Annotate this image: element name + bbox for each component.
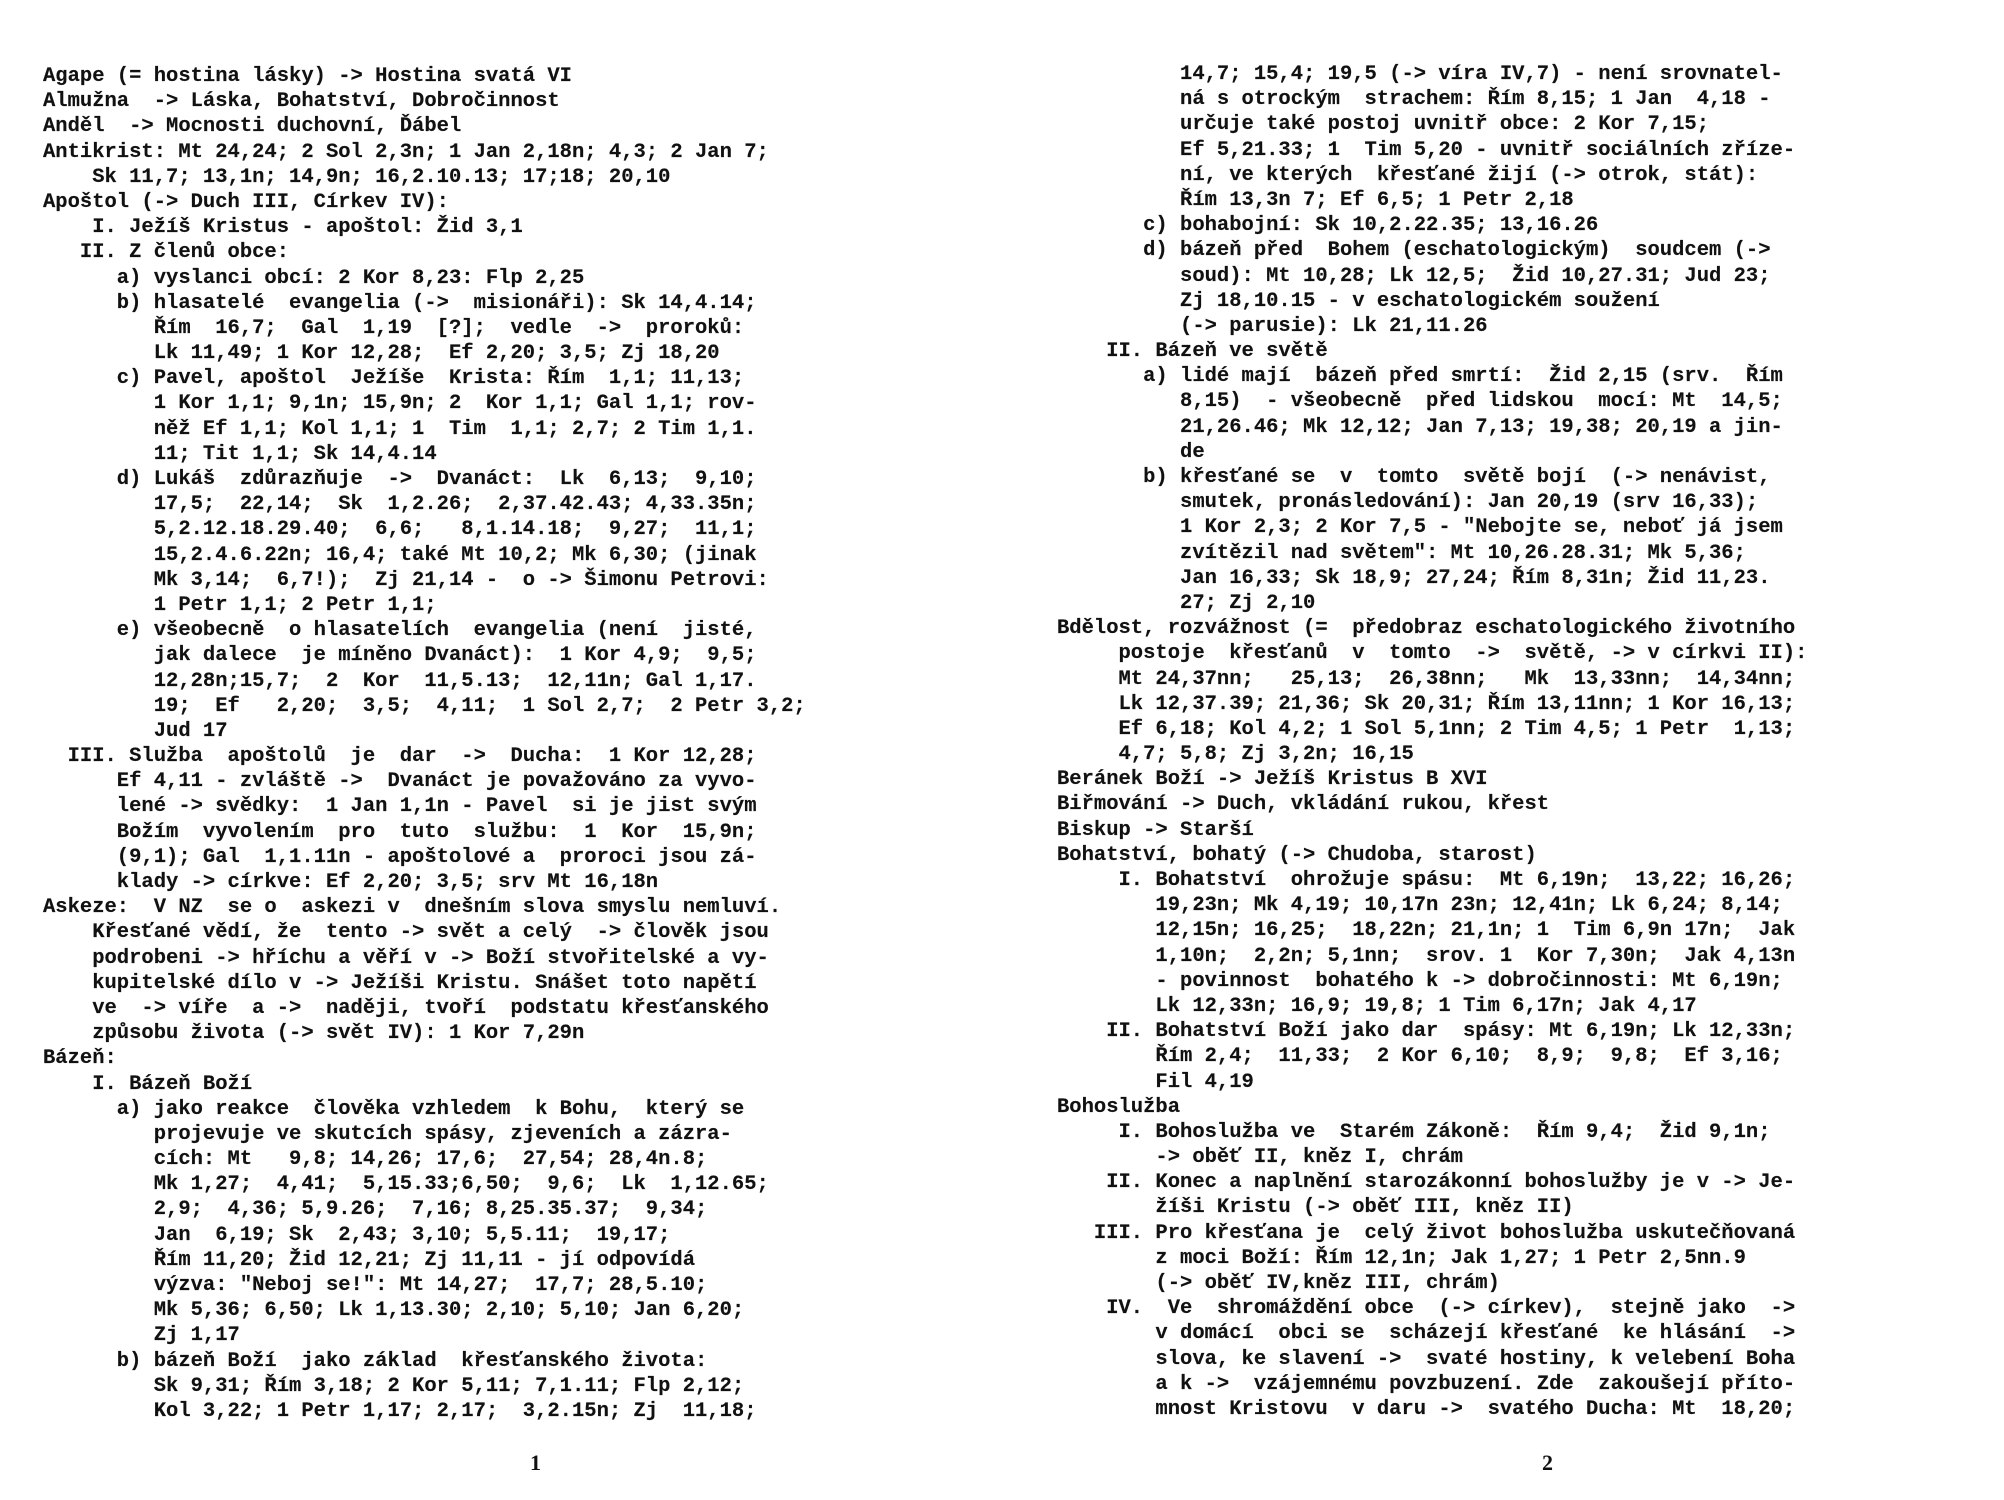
text-line: Beránek Boží -> Ježíš Kristus B XVI xyxy=(1057,768,1488,792)
text-line: Sk 9,31; Řím 3,18; 2 Kor 5,11; 7,1.11; Flp 2,12; xyxy=(43,1374,745,1398)
text-line: 15,2.4.6.22n; 16,4; také Mt 10,2; Mk 6,30; (jinak xyxy=(43,543,757,567)
text-line: ve -> víře a -> naději, tvoří podstatu křesťanského xyxy=(43,996,769,1020)
text-line: z moci Boží: Řím 12,1n; Jak 1,27; 1 Petr 2,5nn.9 xyxy=(1057,1246,1746,1270)
text-line: c) bohabojní: Sk 10,2.22.35; 13,16.26 xyxy=(1057,214,1599,238)
text-line: b) bázeň Boží jako základ křesťanského života: xyxy=(43,1349,708,1373)
text-line: Biřmování -> Duch, vkládání rukou, křest xyxy=(1057,793,1550,817)
text-line: Lk 12,37.39; 21,36; Sk 20,31; Řím 13,11nn; 1 Kor 16,13; xyxy=(1057,692,1796,716)
text-line: Ef 4,11 - zvláště -> Dvanáct je považováno za vyvo- xyxy=(43,770,757,794)
text-line: 21,26.46; Mk 12,12; Jan 7,13; 19,38; 20,19 a jin- xyxy=(1057,415,1783,439)
text-line: 11; Tit 1,1; Sk 14,4.14 xyxy=(43,442,437,466)
text-line: 19,23n; Mk 4,19; 10,17n 23n; 12,41n; Lk 6,24; 8,14; xyxy=(1057,894,1783,918)
text-line: Mk 3,14; 6,7!); Zj 21,14 - o -> Šimonu Petrovi: xyxy=(43,568,769,592)
text-line: de xyxy=(1057,440,1205,464)
text-line: I. Bohoslužba ve Starém Zákoně: Řím 9,4; Žid 9,1n; xyxy=(1057,1120,1771,1144)
text-line: Řím 2,4; 11,33; 2 Kor 6,10; 8,9; 9,8; Ef 3,16; xyxy=(1057,1045,1783,1069)
text-line: podrobeni -> hříchu a věří v -> Boží stvořitelské a vy- xyxy=(43,946,769,970)
text-column-right xyxy=(1057,62,1807,1422)
text-line: klady -> církve: Ef 2,20; 3,5; srv Mt 16,18n xyxy=(43,871,659,894)
text-line: Zj 1,17 xyxy=(43,1324,240,1348)
text-line: I. Bázeň Boží xyxy=(43,1072,253,1096)
text-line: - povinnost bohatého k -> dobročinnosti: Mt 6,19n; xyxy=(1057,969,1783,993)
text-line: II. Konec a naplnění starozákonní bohoslužby je v -> Je- xyxy=(1057,1171,1796,1195)
text-line: zvítězil nad světem": Mt 10,26.28.31; Mk 5,36; xyxy=(1057,541,1746,565)
text-line: Ef 6,18; Kol 4,2; 1 Sol 5,1nn; 2 Tim 4,5; 1 Petr 1,13; xyxy=(1057,717,1796,741)
text-line: III. Pro křesťana je celý život bohoslužba uskutečňovaná xyxy=(1057,1221,1796,1245)
text-line: kupitelské dílo v -> Ježíši Kristu. Snášet toto napětí xyxy=(43,971,757,995)
text-line: Kol 3,22; 1 Petr 1,17; 2,17; 3,2.15n; Zj 11,18; xyxy=(43,1399,757,1423)
text-line: slova, ke slavení -> svaté hostiny, k velebení Boha xyxy=(1057,1347,1796,1371)
text-line: IV. Ve shromáždění obce (-> církev), stejně jako -> xyxy=(1057,1297,1796,1321)
text-line: Lk 11,49; 1 Kor 12,28; Ef 2,20; 3,5; Zj 18,20 xyxy=(43,342,720,366)
text-line: Jan 16,33; Sk 18,9; 27,24; Řím 8,31n; Žid 11,23. xyxy=(1057,566,1771,590)
text-line: Bohatství, bohatý (-> Chudoba, starost) xyxy=(1057,843,1537,867)
text-line: Jan 6,19; Sk 2,43; 3,10; 5,5.11; 19,17; xyxy=(43,1223,671,1247)
text-line: 27; Zj 2,10 xyxy=(1057,591,1316,615)
text-line: 12,15n; 16,25; 18,22n; 21,1n; 1 Tim 6,9n 17n; Jak xyxy=(1057,919,1796,943)
text-line: 14,7; 15,4; 19,5 (-> víra IV,7) - není srovnatel- xyxy=(1057,63,1783,86)
text-line: Askeze: V NZ se o askezi v dnešním slova smyslu nemluví. xyxy=(43,896,782,920)
text-line: Bázeň: xyxy=(43,1047,117,1071)
text-line: 17,5; 22,14; Sk 1,2.26; 2,37.42.43; 4,33.35n; xyxy=(43,493,757,517)
text-line: 8,15) - všeobecně před lidskou mocí: Mt 14,5; xyxy=(1057,390,1783,414)
text-line: Řím 13,3n 7; Ef 6,5; 1 Petr 2,18 xyxy=(1057,188,1574,212)
text-line: Fil 4,19 xyxy=(1057,1070,1254,1094)
text-line: Mk 1,27; 4,41; 5,15.33;6,50; 9,6; Lk 1,12.65; xyxy=(43,1173,769,1197)
text-line: lené -> svědky: 1 Jan 1,1n - Pavel si je jist svým xyxy=(43,795,757,819)
text-line: žíši Kristu (-> oběť III, kněz II) xyxy=(1057,1196,1574,1220)
text-line: I. Ježíš Kristus - apoštol: Žid 3,1 xyxy=(43,216,523,240)
text-line: Mk 5,36; 6,50; Lk 1,13.30; 2,10; 5,10; Jan 6,20; xyxy=(43,1299,745,1323)
text-line: 4,7; 5,8; Zj 3,2n; 16,15 xyxy=(1057,743,1414,767)
text-line: Apoštol (-> Duch III, Církev IV): xyxy=(43,190,449,214)
text-line: c) Pavel, apoštol Ježíše Krista: Řím 1,1; 11,13; xyxy=(43,367,745,391)
text-line: Bohoslužba xyxy=(1057,1095,1181,1119)
text-line: cích: Mt 9,8; 14,26; 17,6; 27,54; 28,4n.8; xyxy=(43,1148,708,1172)
text-line: II. Bázeň ve světě xyxy=(1057,340,1328,364)
text-line: postoje křesťanů v tomto -> světě, -> v církvi II): xyxy=(1057,642,1808,666)
text-line: (-> parusie): Lk 21,11.26 xyxy=(1057,314,1488,338)
text-line: b) křesťané se v tomto světě bojí (-> nenávist, xyxy=(1057,466,1771,489)
text-line: Mt 24,37nn; 25,13; 26,38nn; Mk 13,33nn; 14,34nn; xyxy=(1057,667,1796,691)
text-line: d) Lukáš zdůrazňuje -> Dvanáct: Lk 6,13; 9,10; xyxy=(43,468,757,491)
text-line: Antikrist: Mt 24,24; 2 Sol 2,3n; 1 Jan 2,18n; 4,3; 2 Jan 7; xyxy=(43,140,769,164)
text-line: 1 Petr 1,1; 2 Petr 1,1; xyxy=(43,593,437,617)
text-line: něž Ef 1,1; Kol 1,1; 1 Tim 1,1; 2,7; 2 Tim 1,1. xyxy=(43,417,757,441)
text-line: a) jako reakce člověka vzhledem k Bohu, který se xyxy=(43,1097,745,1121)
page-number-right: 2 xyxy=(1542,1450,1553,1475)
text-line: a) vyslanci obcí: 2 Kor 8,23: Flp 2,25 xyxy=(43,266,585,290)
text-line: Agape (= hostina lásky) -> Hostina svatá VI xyxy=(43,65,572,88)
text-line: Křesťané vědí, že tento -> svět a celý -> člověk jsou xyxy=(43,921,769,945)
text-line: mnost Kristovu v daru -> svatého Ducha: Mt 18,20; xyxy=(1057,1397,1796,1421)
text-line: 19; Ef 2,20; 3,5; 4,11; 1 Sol 2,7; 2 Petr 3,2; xyxy=(43,694,806,718)
text-line: Bdělost, rozvážnost (= předobraz eschatologického životního xyxy=(1057,617,1796,641)
text-line: projevuje ve skutcích spásy, zjeveních a zázra- xyxy=(43,1122,732,1146)
text-line: Lk 12,33n; 16,9; 19,8; 1 Tim 6,17n; Jak 4,17 xyxy=(1057,994,1697,1018)
text-line: 12,28n;15,7; 2 Kor 11,5.13; 12,11n; Gal 1,17. xyxy=(43,669,757,693)
text-line: 1 Kor 2,3; 2 Kor 7,5 - "Nebojte se, neboť já jsem xyxy=(1057,516,1783,540)
text-line: ní, ve kterých křesťané žijí (-> otrok, stát): xyxy=(1057,163,1759,187)
text-line: Řím 11,20; Žid 12,21; Zj 11,11 - jí odpovídá xyxy=(43,1248,696,1272)
page-number-left: 1 xyxy=(530,1450,541,1475)
text-line: (-> oběť IV,kněz III, chrám) xyxy=(1057,1272,1500,1295)
text-line: Božím vyvolením pro tuto službu: 1 Kor 15,9n; xyxy=(43,820,757,844)
text-line: Sk 11,7; 13,1n; 14,9n; 16,2.10.13; 17;18; 20,10 xyxy=(43,165,671,189)
text-line: (9,1); Gal 1,1.11n - apoštolové a proroci jsou zá- xyxy=(43,845,757,869)
text-line: Zj 18,10.15 - v eschatologickém soužení xyxy=(1057,289,1660,313)
text-line: Řím 16,7; Gal 1,19 [?]; vedle -> proroků: xyxy=(43,316,745,340)
text-line: určuje také postoj uvnitř obce: 2 Kor 7,15; xyxy=(1057,113,1710,137)
text-line: 1 Kor 1,1; 9,1n; 15,9n; 2 Kor 1,1; Gal 1,1; rov- xyxy=(43,392,757,416)
text-line: Almužna -> Láska, Bohatství, Dobročinnost xyxy=(43,90,560,114)
text-line: 2,9; 4,36; 5,9.26; 7,16; 8,25.35.37; 9,34; xyxy=(43,1198,708,1222)
text-line: a k -> vzájemnému povzbuzení. Zde zakoušejí příto- xyxy=(1057,1372,1796,1396)
text-line: a) lidé mají bázeň před smrtí: Žid 2,15 (srv. Řím xyxy=(1057,365,1783,389)
text-column-left xyxy=(43,64,806,1424)
text-line: II. Z členů obce: xyxy=(43,241,290,265)
text-line: I. Bohatství ohrožuje spásu: Mt 6,19n; 13,22; 16,26; xyxy=(1057,869,1796,892)
text-line: Biskup -> Starší xyxy=(1057,818,1254,842)
text-line: Jud 17 xyxy=(43,719,228,743)
text-line: ná s otrockým strachem: Řím 8,15; 1 Jan 4,18 - xyxy=(1057,88,1771,112)
text-line: způsobu života (-> svět IV): 1 Kor 7,29n xyxy=(43,1022,585,1046)
text-line: Ef 5,21.33; 1 Tim 5,20 - uvnitř sociálních zříze- xyxy=(1057,138,1796,162)
text-line: II. Bohatství Boží jako dar spásy: Mt 6,19n; Lk 12,33n; xyxy=(1057,1020,1796,1044)
text-line: III. Služba apoštolů je dar -> Ducha: 1 Kor 12,28; xyxy=(43,745,757,769)
page-right xyxy=(1002,0,2004,1500)
text-line: výzva: "Neboj se!": Mt 14,27; 17,7; 28,5.10; xyxy=(43,1274,708,1297)
text-line: -> oběť II, kněz I, chrám xyxy=(1057,1146,1463,1170)
text-line: 5,2.12.18.29.40; 6,6; 8,1.14.18; 9,27; 11,1; xyxy=(43,518,757,542)
text-line: d) bázeň před Bohem (eschatologickým) soudcem (-> xyxy=(1057,239,1771,263)
text-line: soud): Mt 10,28; Lk 12,5; Žid 10,27.31; Jud 23; xyxy=(1057,264,1771,288)
text-line: smutek, pronásledování): Jan 20,19 (srv 16,33); xyxy=(1057,491,1759,515)
text-line: e) všeobecně o hlasatelích evangelia (není jisté, xyxy=(43,619,757,643)
text-line: 1,10n; 2,2n; 5,1nn; srov. 1 Kor 7,30n; Jak 4,13n xyxy=(1057,944,1796,968)
text-line: jak dalece je míněno Dvanáct): 1 Kor 4,9; 9,5; xyxy=(43,644,757,668)
text-line: Anděl -> Mocnosti duchovní, Ďábel xyxy=(43,115,462,139)
text-line: b) hlasatelé evangelia (-> misionáři): Sk 14,4.14; xyxy=(43,291,757,315)
text-line: v domácí obci se scházejí křesťané ke hlásání -> xyxy=(1057,1322,1796,1346)
